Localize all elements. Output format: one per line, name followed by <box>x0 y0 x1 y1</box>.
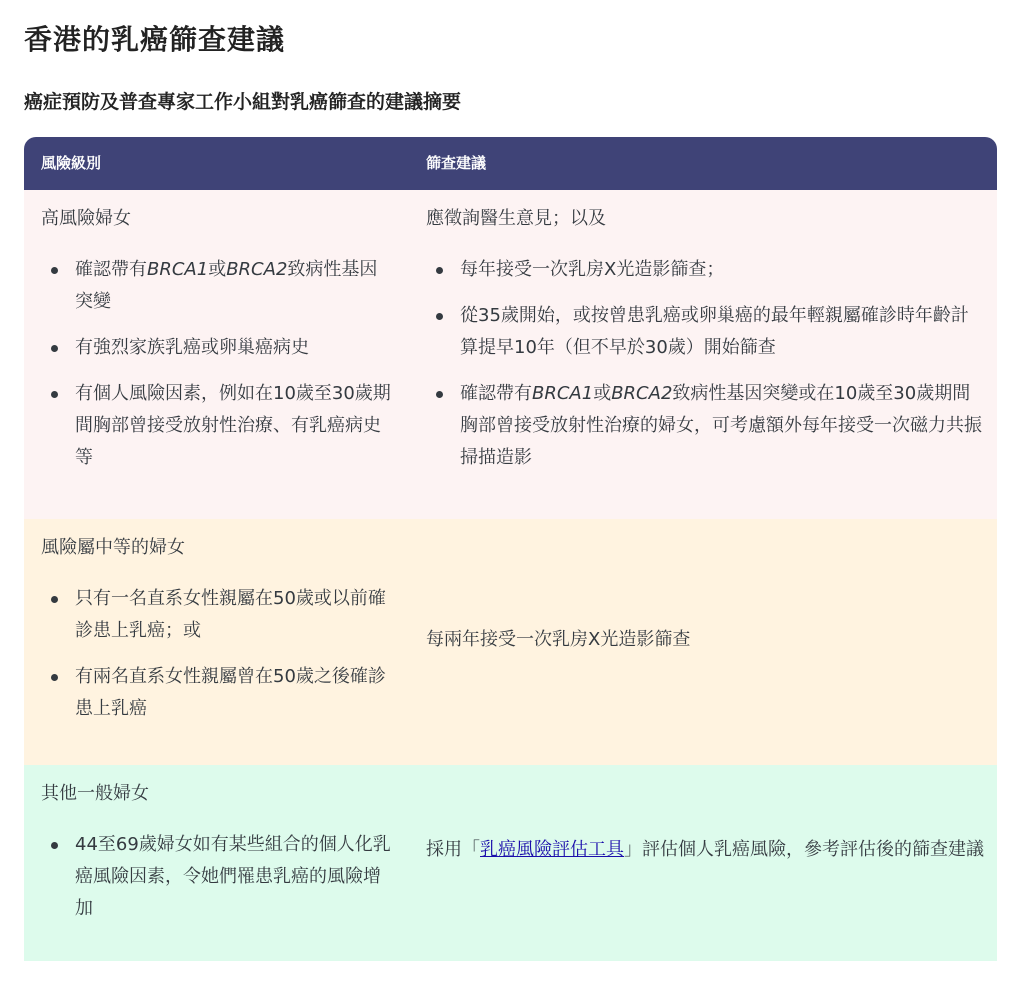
moderate-risk-criteria <box>41 533 391 725</box>
criteria-list <box>41 583 391 725</box>
page-title: 香港的乳癌篩查建議 <box>24 23 286 56</box>
category-label: 風險屬中等的婦女 <box>41 537 185 558</box>
recommendation-text <box>426 837 986 863</box>
table-row-general <box>24 765 997 961</box>
recommendation-text: 每兩年接受一次乳房X光造影篩查 <box>426 629 691 650</box>
text: 或 <box>593 383 612 404</box>
list-item: 44至69歲婦女如有某些組合的個人化乳癌風險因素，令她們罹患乳癌的風險增加 <box>41 829 391 925</box>
header-screening-recommendation: 篩查建議 <box>426 154 487 172</box>
gene-name: BRCA1 <box>147 259 209 280</box>
text: 致病性基因突變 <box>75 259 378 312</box>
table-row-moderate-risk <box>24 519 997 765</box>
moderate-risk-recommendation <box>426 625 986 655</box>
list-item: 從35歲開始，或按曾患乳癌或卵巢癌的最年輕親屬確診時年齡計算提早10年（但不早於30歲）開始篩查 <box>426 300 986 364</box>
risk-assessment-tool-link[interactable]: 乳癌風險評估工具 <box>480 839 624 860</box>
text: 致病性基因突變或在10歲至30歲期間胸部曾接受放射性治療的婦女，可考慮額外每年接受一次磁力共振掃描造影 <box>460 383 982 468</box>
table-header <box>24 137 997 190</box>
category-label: 高風險婦女 <box>41 208 131 229</box>
list-item: 有個人風險因素，例如在10歲至30歲期間胸部曾接受放射性治療、有乳癌病史等 <box>41 378 391 474</box>
gene-name: BRCA2 <box>611 383 673 404</box>
list-item <box>41 254 391 318</box>
text: 確認帶有 <box>460 383 532 404</box>
general-recommendation <box>426 837 986 863</box>
text: 」評估個人乳癌風險，參考評估後的篩查建議 <box>624 839 984 860</box>
list-item: 每年接受一次乳房X光造影篩查； <box>426 254 986 286</box>
gene-name: BRCA1 <box>532 383 594 404</box>
high-risk-criteria <box>41 204 391 474</box>
category-label: 其他一般婦女 <box>41 783 149 804</box>
recommendation-list <box>426 254 986 474</box>
header-risk-level: 風險級別 <box>41 154 102 172</box>
list-item: 只有一名直系女性親屬在50歲或以前確診患上乳癌；或 <box>41 583 391 647</box>
page-subtitle: 癌症預防及普查專家工作小組對乳癌篩查的建議摘要 <box>24 91 462 113</box>
criteria-list <box>41 254 391 474</box>
list-item <box>426 378 986 474</box>
text: 或 <box>208 259 227 280</box>
text: 採用「 <box>426 839 480 860</box>
screening-table <box>24 137 997 961</box>
table-row-high-risk <box>24 190 997 519</box>
criteria-list <box>41 829 391 925</box>
recommendation-intro: 應徵詢醫生意見；以及 <box>426 208 606 229</box>
list-item: 有兩名直系女性親屬曾在50歲之後確診患上乳癌 <box>41 661 391 725</box>
gene-name: BRCA2 <box>226 259 288 280</box>
list-item: 有強烈家族乳癌或卵巢癌病史 <box>41 332 391 364</box>
general-criteria <box>41 779 391 925</box>
high-risk-recommendations <box>426 204 986 474</box>
text: 確認帶有 <box>75 259 147 280</box>
